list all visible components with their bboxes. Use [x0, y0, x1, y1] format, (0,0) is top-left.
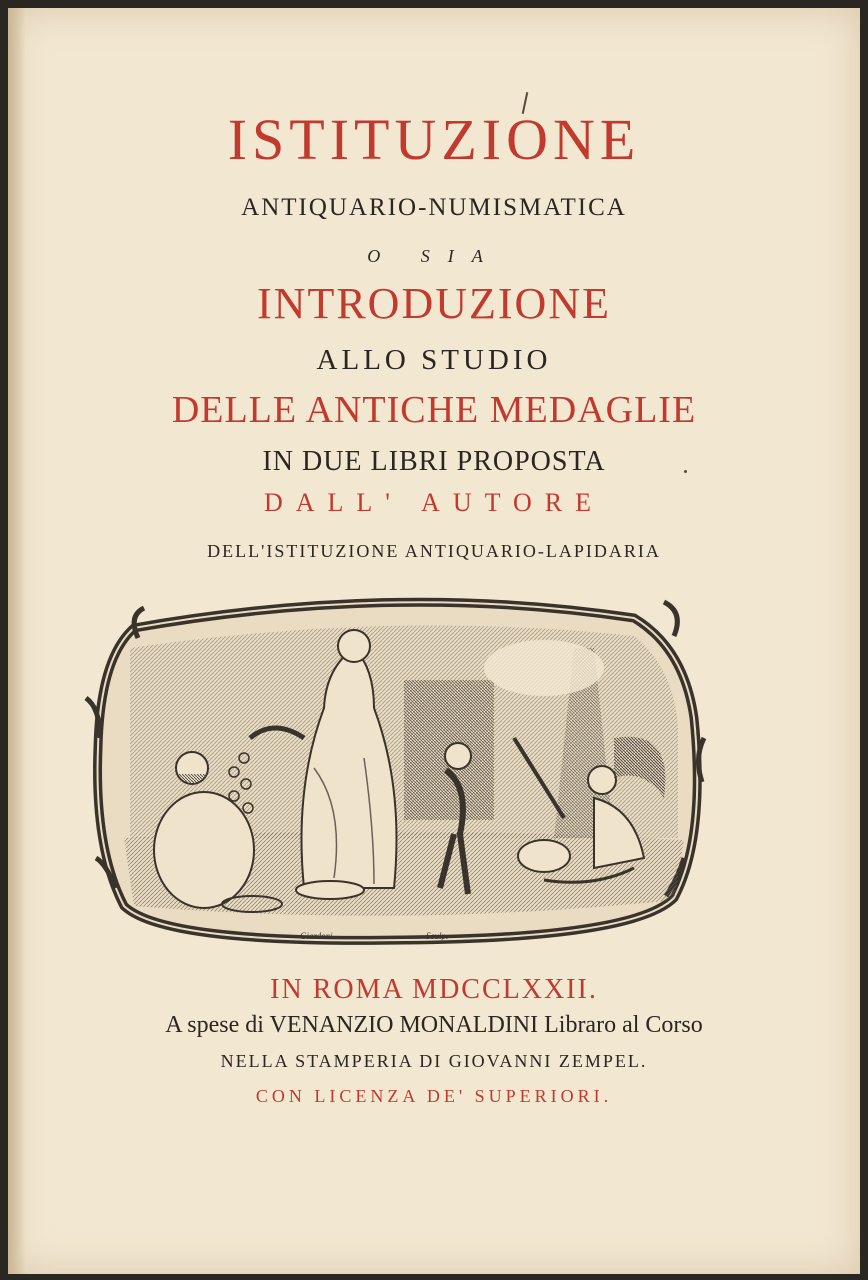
book-title: ISTITUZIONE — [227, 107, 641, 172]
crouching-cherub — [518, 840, 570, 872]
imprint-printer: NELLA STAMPERIA DI GIOVANNI ZEMPEL. — [220, 1051, 648, 1071]
medaglie-title: DELLE ANTICHE MEDAGLIE — [171, 389, 697, 431]
osia-text: O SIA — [367, 246, 501, 266]
sculp-credit: Sculp. — [426, 931, 449, 941]
engraved-vignette — [74, 588, 714, 958]
libri-text: IN DUE LIBRI PROPOSTA — [262, 446, 606, 477]
title-page — [8, 8, 860, 1274]
alternate-title: INTRODUZIONE — [257, 279, 611, 328]
coin-dish — [296, 881, 364, 899]
imprint-place-date: IN ROMA MDCCLXXII. — [270, 974, 598, 1005]
allo-studio-text: ALLO STUDIO — [316, 344, 552, 376]
river-god-figure — [154, 792, 254, 908]
author-previous-work: DELL'ISTITUZIONE ANTIQUARIO-LAPIDARIA — [207, 541, 661, 561]
imprint-license: CON LICENZA DE' SUPERIORI. — [255, 1086, 613, 1106]
engraver-credit: Giardoni — [300, 931, 333, 941]
book-subtitle: ANTIQUARIO-NUMISMATICA — [241, 194, 627, 221]
imprint-publisher: A spese di VENANZIO MONALDINI Libraro al Corso — [165, 1012, 703, 1038]
author-line: DALL' AUTORE — [263, 488, 605, 517]
